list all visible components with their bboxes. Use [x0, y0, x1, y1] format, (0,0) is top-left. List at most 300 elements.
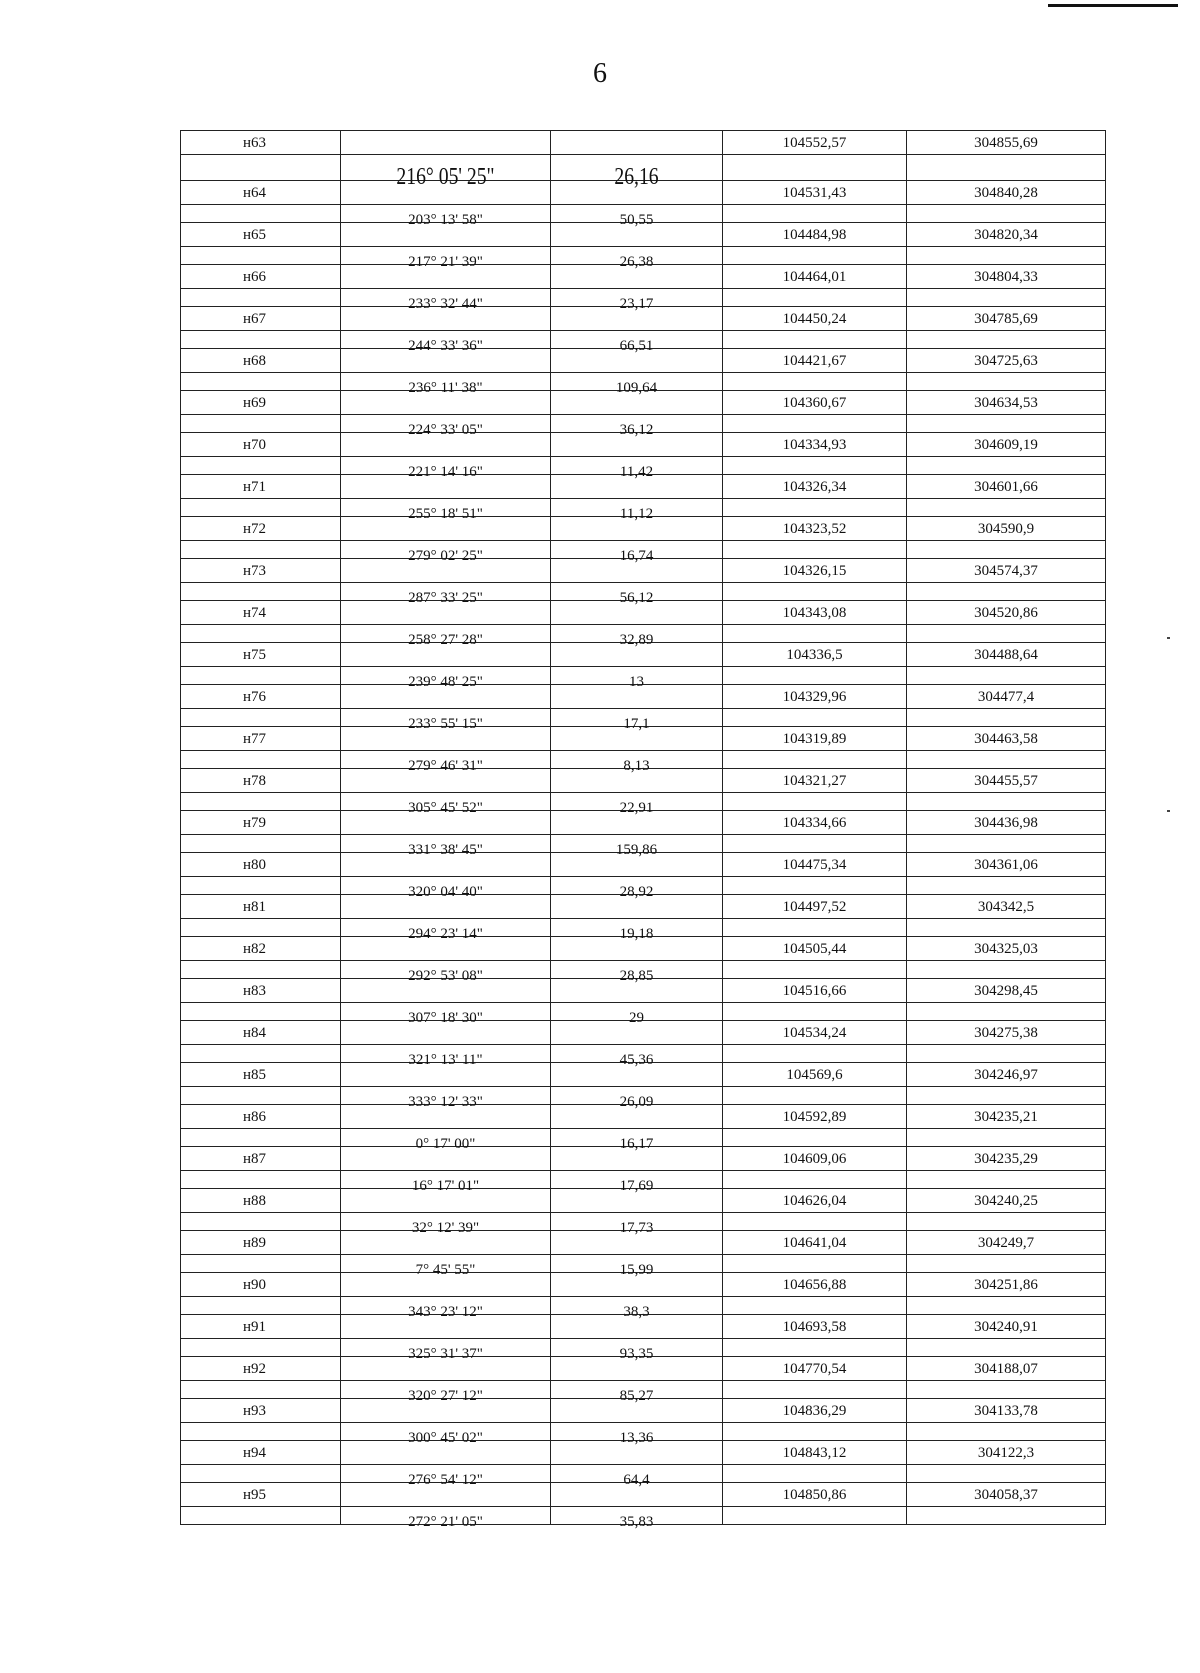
- coordinate-table: [180, 130, 1106, 1530]
- direction-angle-cell: [341, 289, 551, 312]
- y-coordinate: 304590,9: [977, 521, 1035, 537]
- segment-length: 22,91: [619, 800, 654, 816]
- segment-length-cell: [551, 373, 723, 396]
- direction-angle: 236° 11' 38": [408, 380, 483, 396]
- direction-angle-cell: [341, 1087, 551, 1110]
- direction-angle-cell: [341, 1129, 551, 1152]
- empty-cell: [723, 1213, 907, 1230]
- direction-angle: 307° 18' 30": [408, 1010, 483, 1026]
- direction-angle: 287° 33' 25": [408, 590, 483, 606]
- y-coordinate-cell: [907, 727, 1105, 750]
- empty-cell: [341, 1483, 551, 1506]
- x-coordinate: 104531,43: [782, 185, 847, 201]
- empty-cell: [723, 793, 907, 810]
- segment-length-cell: [551, 541, 723, 564]
- segment-length: 15,99: [619, 1262, 654, 1278]
- point-row: [181, 811, 1105, 835]
- point-row: [181, 1483, 1105, 1507]
- segment-length: 11,12: [619, 506, 654, 522]
- point-row: [181, 1399, 1105, 1423]
- x-coordinate: 104505,44: [782, 941, 847, 957]
- point-name-cell: [181, 811, 341, 834]
- point-name-cell: [181, 1063, 341, 1086]
- empty-cell: [341, 643, 551, 666]
- y-coordinate-cell: [907, 475, 1105, 498]
- x-coordinate-cell: [723, 475, 907, 498]
- y-coordinate-cell: [907, 601, 1105, 624]
- x-coordinate: 104450,24: [782, 311, 847, 327]
- x-coordinate-cell: [723, 1021, 907, 1044]
- direction-angle: 233° 55' 15": [408, 716, 483, 732]
- direction-angle-cell: [341, 1171, 551, 1194]
- y-coordinate: 304235,21: [974, 1109, 1038, 1125]
- segment-length-cell: [551, 205, 723, 228]
- point-name: н79: [243, 815, 267, 831]
- empty-cell: [341, 1189, 551, 1212]
- empty-cell: [551, 811, 723, 834]
- empty-cell: [551, 1273, 723, 1296]
- empty-cell: [551, 1483, 723, 1506]
- direction-angle-cell: [341, 667, 551, 690]
- x-coordinate: 104484,98: [782, 227, 847, 243]
- empty-cell: [907, 1087, 1105, 1104]
- segment-length: 38,3: [623, 1304, 650, 1320]
- empty-cell: [341, 1147, 551, 1170]
- y-coordinate: 304455,57: [974, 773, 1038, 789]
- x-coordinate: 104836,29: [782, 1403, 847, 1419]
- y-coordinate: 304325,03: [974, 941, 1038, 957]
- empty-cell: [907, 1129, 1105, 1146]
- segment-length-cell: [551, 1171, 723, 1194]
- point-name: н75: [243, 647, 267, 663]
- segment-row: [181, 457, 1105, 480]
- direction-angle: 294° 23' 14": [408, 926, 483, 942]
- empty-cell: [907, 247, 1105, 264]
- point-row: [181, 601, 1105, 625]
- x-coordinate-cell: [723, 223, 907, 246]
- empty-cell: [907, 1423, 1105, 1440]
- empty-cell: [341, 685, 551, 708]
- segment-length-cell: [551, 961, 723, 984]
- empty-cell: [341, 1357, 551, 1380]
- point-row: [181, 559, 1105, 583]
- segment-length: 45,36: [619, 1052, 654, 1068]
- segment-row: [181, 1423, 1105, 1446]
- segment-length-cell: [551, 1423, 723, 1446]
- segment-length: 17,69: [619, 1178, 654, 1194]
- y-coordinate: 304634,53: [974, 395, 1038, 411]
- y-coordinate-cell: [907, 433, 1105, 456]
- segment-length-cell: [551, 1255, 723, 1278]
- direction-angle-cell: [341, 583, 551, 606]
- x-coordinate: 104421,67: [782, 353, 847, 369]
- empty-cell: [181, 1339, 341, 1356]
- direction-angle: 216° 05' 25": [396, 164, 495, 190]
- point-name: н73: [243, 563, 267, 579]
- empty-cell: [181, 373, 341, 390]
- segment-length: 50,55: [619, 212, 654, 228]
- x-coordinate-cell: [723, 1483, 907, 1506]
- y-coordinate-cell: [907, 265, 1105, 288]
- point-row: [181, 181, 1105, 205]
- y-coordinate: 304235,29: [974, 1151, 1038, 1167]
- x-coordinate: 104334,66: [782, 815, 847, 831]
- empty-cell: [551, 685, 723, 708]
- empty-cell: [181, 1297, 341, 1314]
- x-coordinate: 104326,15: [782, 563, 847, 579]
- segment-length-cell: [551, 793, 723, 816]
- scan-speck: [1167, 637, 1170, 639]
- point-name-cell: [181, 769, 341, 792]
- direction-angle: 32° 12' 39": [411, 1220, 480, 1236]
- segment-length: 28,85: [619, 968, 654, 984]
- empty-cell: [723, 415, 907, 432]
- empty-cell: [723, 373, 907, 390]
- point-row: [181, 1147, 1105, 1171]
- empty-cell: [907, 1507, 1105, 1524]
- segment-length: 8,13: [623, 758, 650, 774]
- y-coordinate: 304240,25: [974, 1193, 1038, 1209]
- point-name: н67: [243, 311, 267, 327]
- empty-cell: [551, 1231, 723, 1254]
- segment-length-cell: [551, 583, 723, 606]
- empty-cell: [181, 1045, 341, 1062]
- x-coordinate: 104592,89: [782, 1109, 847, 1125]
- x-coordinate-cell: [723, 601, 907, 624]
- empty-cell: [181, 751, 341, 768]
- point-name-cell: [181, 433, 341, 456]
- segment-length: 17,73: [619, 1220, 654, 1236]
- direction-angle-cell: [341, 457, 551, 480]
- empty-cell: [723, 919, 907, 936]
- direction-angle-cell: [341, 835, 551, 858]
- segment-row: [181, 625, 1105, 648]
- empty-cell: [907, 289, 1105, 306]
- empty-cell: [341, 853, 551, 876]
- empty-cell: [723, 1297, 907, 1314]
- y-coordinate-cell: [907, 1483, 1105, 1506]
- empty-cell: [181, 1507, 341, 1524]
- x-coordinate: 104534,24: [782, 1025, 847, 1041]
- x-coordinate-cell: [723, 1357, 907, 1380]
- empty-cell: [551, 1021, 723, 1044]
- segment-length: 17,1: [623, 716, 650, 732]
- empty-cell: [723, 751, 907, 768]
- empty-cell: [551, 1147, 723, 1170]
- direction-angle: 333° 12' 33": [408, 1094, 483, 1110]
- direction-angle-cell: [341, 1045, 551, 1068]
- x-coordinate-cell: [723, 433, 907, 456]
- point-row: [181, 937, 1105, 961]
- x-coordinate: 104319,89: [782, 731, 847, 747]
- y-coordinate-cell: [907, 181, 1105, 204]
- empty-cell: [551, 517, 723, 540]
- empty-cell: [341, 131, 551, 154]
- y-coordinate-cell: [907, 131, 1105, 154]
- x-coordinate-cell: [723, 1189, 907, 1212]
- segment-length-cell: [551, 415, 723, 438]
- direction-angle-cell: [341, 751, 551, 774]
- x-coordinate-cell: [723, 727, 907, 750]
- direction-angle-cell: [341, 1003, 551, 1026]
- empty-cell: [341, 937, 551, 960]
- empty-cell: [551, 131, 723, 154]
- point-row: [181, 685, 1105, 709]
- segment-row: [181, 331, 1105, 354]
- empty-cell: [907, 667, 1105, 684]
- empty-cell: [341, 517, 551, 540]
- x-coordinate-cell: [723, 1147, 907, 1170]
- x-coordinate: 104843,12: [782, 1445, 847, 1461]
- empty-cell: [723, 457, 907, 474]
- empty-cell: [341, 769, 551, 792]
- y-coordinate: 304820,34: [974, 227, 1038, 243]
- x-coordinate: 104656,88: [782, 1277, 847, 1293]
- point-name: н94: [243, 1445, 267, 1461]
- segment-length-cell: [551, 625, 723, 648]
- empty-cell: [723, 877, 907, 894]
- direction-angle: 331° 38' 45": [408, 842, 483, 858]
- direction-angle: 276° 54' 12": [408, 1472, 483, 1488]
- direction-angle-cell: [341, 1255, 551, 1278]
- empty-cell: [551, 1105, 723, 1128]
- empty-cell: [551, 349, 723, 372]
- empty-cell: [341, 979, 551, 1002]
- x-coordinate-cell: [723, 181, 907, 204]
- segment-length: 32,89: [619, 632, 654, 648]
- y-coordinate: 304804,33: [974, 269, 1038, 285]
- y-coordinate-cell: [907, 1021, 1105, 1044]
- y-coordinate-cell: [907, 979, 1105, 1002]
- empty-cell: [341, 1399, 551, 1422]
- empty-cell: [907, 1339, 1105, 1356]
- point-name-cell: [181, 1399, 341, 1422]
- empty-cell: [181, 155, 341, 180]
- empty-cell: [723, 1423, 907, 1440]
- point-row: [181, 391, 1105, 415]
- segment-length-cell: [551, 331, 723, 354]
- y-coordinate: 304477,4: [977, 689, 1035, 705]
- segment-length: 29: [629, 1010, 644, 1026]
- segment-row: [181, 499, 1105, 522]
- point-name-cell: [181, 1315, 341, 1338]
- y-coordinate-cell: [907, 643, 1105, 666]
- point-name-cell: [181, 601, 341, 624]
- point-name: н87: [243, 1151, 267, 1167]
- y-coordinate-cell: [907, 769, 1105, 792]
- y-coordinate: 304840,28: [974, 185, 1038, 201]
- point-name: н65: [243, 227, 267, 243]
- segment-length: 28,92: [619, 884, 654, 900]
- point-name-cell: [181, 265, 341, 288]
- y-coordinate-cell: [907, 559, 1105, 582]
- direction-angle-cell: [341, 625, 551, 648]
- empty-cell: [341, 265, 551, 288]
- point-name-cell: [181, 727, 341, 750]
- point-name-cell: [181, 1483, 341, 1506]
- empty-cell: [551, 433, 723, 456]
- point-row: [181, 475, 1105, 499]
- empty-cell: [723, 667, 907, 684]
- point-name-cell: [181, 475, 341, 498]
- segment-row: [181, 1255, 1105, 1278]
- empty-cell: [551, 727, 723, 750]
- point-row: [181, 1189, 1105, 1213]
- empty-cell: [551, 643, 723, 666]
- y-coordinate-cell: [907, 1315, 1105, 1338]
- y-coordinate: 304275,38: [974, 1025, 1038, 1041]
- direction-angle: 305° 45' 52": [408, 800, 483, 816]
- empty-cell: [341, 1441, 551, 1464]
- x-coordinate-cell: [723, 643, 907, 666]
- segment-row: [181, 1003, 1105, 1026]
- x-coordinate-cell: [723, 517, 907, 540]
- x-coordinate: 104569,6: [786, 1067, 843, 1083]
- direction-angle-cell: [341, 1381, 551, 1404]
- empty-cell: [551, 937, 723, 960]
- point-name-cell: [181, 937, 341, 960]
- point-name-cell: [181, 517, 341, 540]
- point-name-cell: [181, 685, 341, 708]
- direction-angle: 203° 13' 58": [408, 212, 483, 228]
- empty-cell: [341, 433, 551, 456]
- direction-angle: 320° 04' 40": [408, 884, 483, 900]
- segment-length-cell: [551, 499, 723, 522]
- empty-cell: [181, 835, 341, 852]
- segment-row: [181, 919, 1105, 942]
- point-name: н91: [243, 1319, 267, 1335]
- empty-cell: [181, 1423, 341, 1440]
- x-coordinate: 104343,08: [782, 605, 847, 621]
- point-row: [181, 1021, 1105, 1045]
- point-name-cell: [181, 1021, 341, 1044]
- empty-cell: [723, 331, 907, 348]
- direction-angle-cell: [341, 155, 551, 190]
- empty-cell: [341, 601, 551, 624]
- empty-cell: [907, 415, 1105, 432]
- x-coordinate-cell: [723, 307, 907, 330]
- empty-cell: [551, 223, 723, 246]
- x-coordinate: 104516,66: [782, 983, 847, 999]
- x-coordinate-cell: [723, 1399, 907, 1422]
- empty-cell: [723, 625, 907, 642]
- x-coordinate-cell: [723, 1063, 907, 1086]
- direction-angle-cell: [341, 331, 551, 354]
- segment-length-cell: [551, 1045, 723, 1068]
- segment-length: 64,4: [623, 1472, 650, 1488]
- empty-cell: [181, 1003, 341, 1020]
- point-name: н93: [243, 1403, 267, 1419]
- segment-row: [181, 751, 1105, 774]
- segment-length: 11,42: [619, 464, 654, 480]
- segment-length: 36,12: [619, 422, 654, 438]
- segment-row: [181, 1339, 1105, 1362]
- segment-row: [181, 373, 1105, 396]
- empty-cell: [723, 1339, 907, 1356]
- empty-cell: [341, 223, 551, 246]
- empty-cell: [341, 181, 551, 204]
- y-coordinate: 304249,7: [977, 1235, 1035, 1251]
- point-name: н63: [243, 135, 267, 151]
- empty-cell: [907, 1381, 1105, 1398]
- y-coordinate-cell: [907, 1273, 1105, 1296]
- segment-length: 26,16: [614, 164, 659, 190]
- empty-cell: [907, 625, 1105, 642]
- point-name: н72: [243, 521, 267, 537]
- empty-cell: [551, 265, 723, 288]
- point-name: н82: [243, 941, 267, 957]
- segment-row: [181, 1297, 1105, 1320]
- empty-cell: [723, 1129, 907, 1146]
- empty-cell: [551, 391, 723, 414]
- direction-angle: 244° 33' 36": [408, 338, 483, 354]
- empty-cell: [723, 1171, 907, 1188]
- empty-cell: [551, 769, 723, 792]
- point-name: н71: [243, 479, 267, 495]
- empty-cell: [181, 289, 341, 306]
- point-row: [181, 853, 1105, 877]
- x-coordinate-cell: [723, 131, 907, 154]
- direction-angle: 255° 18' 51": [408, 506, 483, 522]
- empty-cell: [181, 499, 341, 516]
- empty-cell: [181, 919, 341, 936]
- direction-angle-cell: [341, 415, 551, 438]
- empty-cell: [181, 625, 341, 642]
- empty-cell: [341, 811, 551, 834]
- empty-cell: [341, 1315, 551, 1338]
- point-row: [181, 223, 1105, 247]
- direction-angle-cell: [341, 373, 551, 396]
- segment-length-cell: [551, 835, 723, 858]
- segment-length-cell: [551, 1129, 723, 1152]
- empty-cell: [551, 307, 723, 330]
- point-name-cell: [181, 1147, 341, 1170]
- point-name: н85: [243, 1067, 267, 1083]
- empty-cell: [341, 1273, 551, 1296]
- empty-cell: [181, 1213, 341, 1230]
- y-coordinate-cell: [907, 1441, 1105, 1464]
- segment-length-cell: [551, 751, 723, 774]
- segment-row: [181, 1087, 1105, 1110]
- empty-cell: [723, 1507, 907, 1524]
- y-coordinate: 304609,19: [974, 437, 1038, 453]
- point-name: н77: [243, 731, 267, 747]
- empty-cell: [181, 1129, 341, 1146]
- segment-length-cell: [551, 247, 723, 270]
- empty-cell: [907, 709, 1105, 726]
- y-coordinate: 304251,86: [974, 1277, 1038, 1293]
- y-coordinate-cell: [907, 853, 1105, 876]
- direction-angle: 217° 21' 39": [408, 254, 483, 270]
- segment-length: 19,18: [619, 926, 654, 942]
- point-name-cell: [181, 559, 341, 582]
- x-coordinate-cell: [723, 349, 907, 372]
- empty-cell: [723, 583, 907, 600]
- y-coordinate: 304246,97: [974, 1067, 1038, 1083]
- direction-angle: 16° 17' 01": [411, 1178, 480, 1194]
- point-name-cell: [181, 643, 341, 666]
- point-row: [181, 979, 1105, 1003]
- empty-cell: [723, 247, 907, 264]
- point-row: [181, 131, 1105, 155]
- point-row: [181, 1441, 1105, 1465]
- direction-angle-cell: [341, 961, 551, 984]
- point-name: н84: [243, 1025, 267, 1041]
- point-name-cell: [181, 131, 341, 154]
- segment-length-cell: [551, 1213, 723, 1236]
- empty-cell: [181, 709, 341, 726]
- segment-length-cell: [551, 1003, 723, 1026]
